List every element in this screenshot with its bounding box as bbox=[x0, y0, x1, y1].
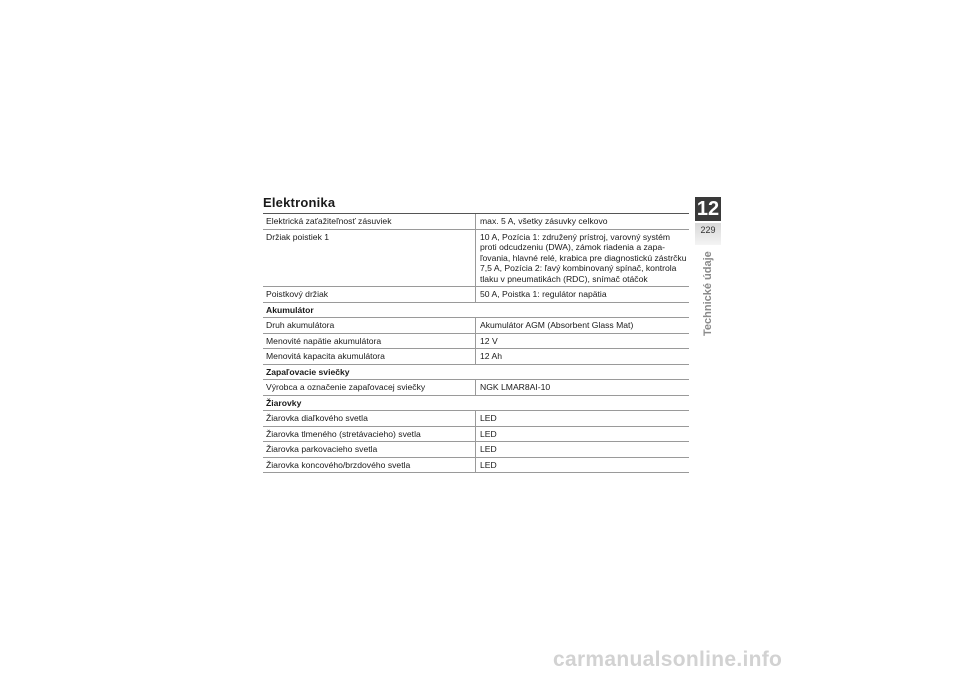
table-row bbox=[263, 380, 689, 396]
row-label: Elektrická zaťažiteľnosť zásuviek bbox=[263, 214, 476, 229]
table-row bbox=[263, 458, 689, 474]
row-label: Žiarovka diaľkového svetla bbox=[263, 411, 476, 426]
table-row bbox=[263, 349, 689, 365]
section-heading-label: Akumulátor bbox=[266, 304, 314, 315]
row-label: Druh akumulátora bbox=[263, 318, 476, 333]
row-label: Žiarovka koncového/brzdového svetla bbox=[263, 458, 476, 473]
row-value: NGK LMAR8AI-10 bbox=[480, 382, 551, 392]
row-label: Poistkový držiak bbox=[263, 287, 476, 302]
chapter-title: Technické údaje bbox=[702, 251, 714, 336]
row-value: LED bbox=[480, 428, 497, 439]
table-row bbox=[263, 318, 689, 334]
table-row bbox=[263, 230, 689, 288]
section-heading-label: Žiarovky bbox=[266, 397, 302, 408]
row-value: 12 V bbox=[480, 335, 498, 346]
table-row bbox=[263, 411, 689, 427]
row-label: Výrobca a označenie zapaľovacej sviečky bbox=[263, 380, 476, 395]
row-value: LED bbox=[480, 459, 497, 470]
table-section-heading bbox=[263, 396, 689, 412]
row-value: LED bbox=[480, 444, 497, 454]
row-label: Žiarovka parkovacieho svetla bbox=[263, 442, 476, 457]
table-row bbox=[263, 287, 689, 303]
row-value: 50 A, Poistka 1: regulátor napätia bbox=[480, 289, 607, 299]
row-value: max. 5 A, všetky zásuvky celkovo bbox=[480, 216, 608, 226]
page-number: 229 bbox=[695, 223, 721, 245]
row-label: Držiak poistiek 1 bbox=[263, 230, 476, 287]
row-label: Menovitá kapacita akumulátora bbox=[263, 349, 476, 364]
table-row bbox=[263, 334, 689, 350]
section-heading-label: Zapaľovacie sviečky bbox=[266, 366, 350, 377]
watermark: carmanualsonline.info bbox=[553, 648, 783, 671]
table-section-heading bbox=[263, 303, 689, 319]
table-row bbox=[263, 427, 689, 443]
table-row bbox=[263, 442, 689, 458]
row-value: 10 A, Pozícia 1: združený prístroj, varovný systém proti odcudzeniu (DWA), zámok riadenia a zapaľovania, hlavné relé, krabica pre diagnostickú zástrčku 7,5 A, Pozícia 2: ľavý kombinovaný spínač, kontrola tlaku v pneumatikách (RDC), snímač otáčok bbox=[480, 231, 687, 284]
row-value: 12 Ah bbox=[480, 351, 502, 361]
table-row bbox=[263, 214, 689, 230]
row-label: Žiarovka tlmeného (stretávacieho) svetla bbox=[263, 427, 476, 442]
row-value: Akumulátor AGM (Absorbent Glass Mat) bbox=[480, 320, 634, 330]
row-value: LED bbox=[480, 413, 497, 423]
chapter-number: 12 bbox=[696, 197, 720, 220]
page-title: Elektronika bbox=[263, 195, 336, 210]
spec-table bbox=[263, 213, 689, 473]
table-section-heading bbox=[263, 365, 689, 381]
row-label: Menovité napätie akumulátora bbox=[263, 334, 476, 349]
